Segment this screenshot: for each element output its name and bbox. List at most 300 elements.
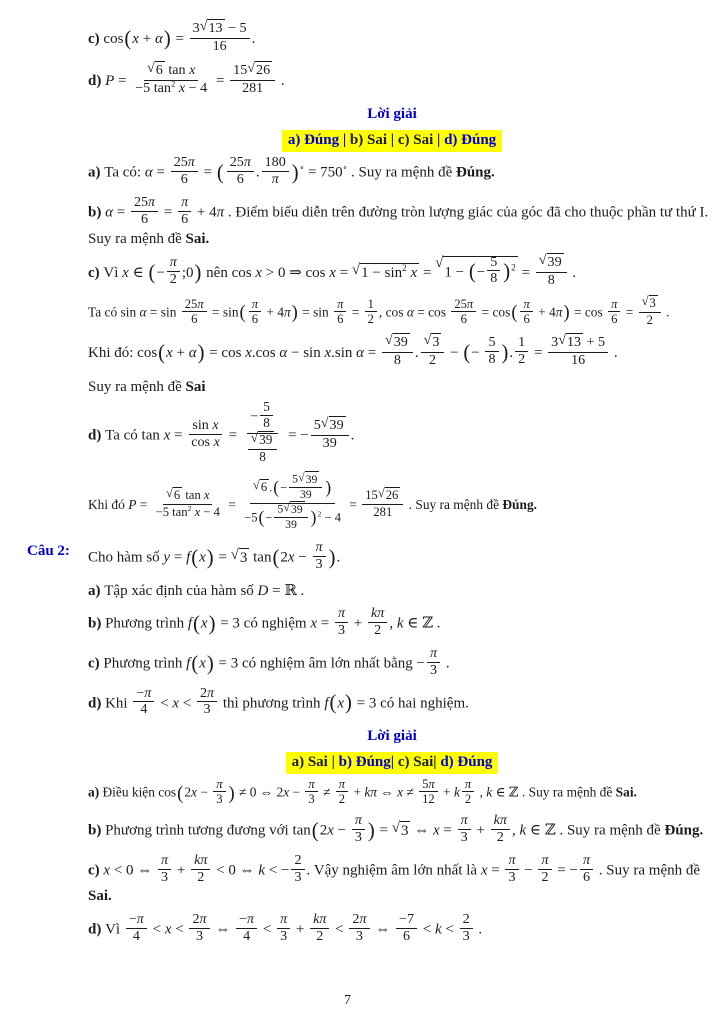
numerator xyxy=(230,59,275,81)
text: = xyxy=(439,823,456,840)
numerator xyxy=(335,606,348,623)
numerator xyxy=(311,414,349,436)
text: 26 xyxy=(385,487,399,502)
math-variable: x xyxy=(199,550,206,567)
big-paren: ( xyxy=(158,341,166,364)
radical xyxy=(392,821,411,840)
math-variable: x xyxy=(310,616,317,633)
text: , xyxy=(511,823,520,840)
denominator xyxy=(243,429,283,467)
text: 3 xyxy=(432,333,440,350)
text: = xyxy=(212,72,229,89)
text: . xyxy=(251,30,256,47)
text: tan xyxy=(182,487,204,502)
text: 2 xyxy=(280,550,288,567)
text: − xyxy=(250,408,259,425)
text: 8 xyxy=(547,271,555,288)
fraction xyxy=(153,485,223,519)
fraction xyxy=(639,293,661,327)
text: 25 xyxy=(173,154,188,171)
text: ;0 xyxy=(181,264,194,281)
radical xyxy=(539,253,564,271)
text: 2 xyxy=(541,868,549,885)
text: − xyxy=(265,510,273,525)
superscript: ∘ xyxy=(299,164,305,175)
text: = xyxy=(160,204,177,221)
radicand xyxy=(649,295,658,311)
radical-sign: √ xyxy=(147,59,155,76)
bold-text: | xyxy=(387,131,398,148)
math-variable: π xyxy=(466,296,474,311)
denominator xyxy=(644,313,656,327)
text: − xyxy=(156,264,165,281)
denominator xyxy=(188,312,200,326)
text: + xyxy=(172,344,189,361)
radical-sign: √ xyxy=(320,414,329,431)
numerator xyxy=(396,912,417,929)
bold-text: b) xyxy=(88,204,106,221)
text: ∈ ℤ . Suy ra mệnh đề xyxy=(492,784,616,800)
numerator xyxy=(362,485,403,505)
math-variable: π xyxy=(271,171,279,188)
bold-text: c) xyxy=(88,30,104,47)
numerator xyxy=(260,400,273,416)
bold-text: | xyxy=(433,131,445,148)
math-variable: π xyxy=(582,851,591,868)
numerator xyxy=(485,335,498,352)
radical-sign: √ xyxy=(538,252,547,268)
numerator xyxy=(421,331,445,353)
math-variable: π xyxy=(428,777,435,792)
numerator xyxy=(291,853,304,870)
text: + 4 xyxy=(534,304,556,320)
radicand xyxy=(385,487,401,503)
text: 3 xyxy=(203,701,211,718)
fraction xyxy=(334,297,346,326)
text: 8 xyxy=(393,351,401,368)
text: ⇔ xyxy=(211,921,235,938)
math-variable: α xyxy=(105,204,113,221)
math-variable: x xyxy=(199,655,206,672)
sol1-c-line1 xyxy=(27,252,709,291)
text: 6 xyxy=(140,210,149,227)
big-paren: ( xyxy=(311,820,319,843)
fraction xyxy=(190,20,250,55)
fraction xyxy=(182,297,207,326)
bold-text: | xyxy=(433,753,441,770)
text: − xyxy=(128,910,137,927)
math-variable: α xyxy=(406,304,414,320)
fraction xyxy=(580,853,593,886)
math-variable: α xyxy=(188,344,197,361)
big-paren: ) xyxy=(367,820,375,843)
math-variable: x xyxy=(194,504,201,519)
text: = xyxy=(224,427,241,444)
numerator xyxy=(520,297,532,312)
math-variable: x xyxy=(337,695,345,712)
denominator xyxy=(167,272,180,288)
text: Ta có: xyxy=(104,165,145,182)
radical-sign: √ xyxy=(641,293,649,308)
text: + 4 xyxy=(263,304,284,320)
text: 39 xyxy=(329,416,344,433)
text: 25 xyxy=(229,154,244,171)
text: + xyxy=(439,784,454,800)
radical xyxy=(352,263,419,282)
text: 39 xyxy=(547,254,562,270)
numerator xyxy=(419,777,438,792)
text: . xyxy=(277,72,285,89)
text: 26 xyxy=(256,61,271,78)
text: 4 xyxy=(140,701,148,718)
text: ≠ 0 ⇔ 2 xyxy=(235,784,284,800)
text: ∈ ℤ . xyxy=(403,616,441,633)
text: 3 xyxy=(308,792,315,807)
numerator xyxy=(190,20,250,39)
fraction xyxy=(396,912,417,945)
fraction xyxy=(262,155,289,188)
text: = xyxy=(224,496,240,512)
text: ⇔ xyxy=(410,823,433,840)
text: + xyxy=(292,921,309,938)
radicand xyxy=(173,487,182,503)
math-variable: x xyxy=(122,264,129,281)
numerator xyxy=(197,686,217,703)
denominator xyxy=(458,312,470,326)
text: = xyxy=(317,616,333,633)
text: Khi đó xyxy=(88,496,129,512)
text: < xyxy=(171,921,188,938)
math-variable: π xyxy=(187,154,195,171)
answer-key-2 xyxy=(27,752,709,775)
radical xyxy=(147,61,165,79)
math-variable: π xyxy=(337,605,346,622)
denominator xyxy=(462,792,474,806)
denominator xyxy=(419,792,438,806)
bold-text: c) xyxy=(88,862,104,879)
fraction xyxy=(352,813,365,846)
text: = cos xyxy=(570,304,607,320)
text: 2 xyxy=(319,823,328,840)
math-variable: α xyxy=(356,344,365,361)
radical-sign: √ xyxy=(199,18,208,34)
text: 39 xyxy=(305,471,318,486)
text: 8 xyxy=(259,448,266,464)
math-variable: x xyxy=(245,344,252,361)
math-variable: P xyxy=(105,72,115,89)
math-variable: π xyxy=(207,684,215,701)
fraction xyxy=(191,853,210,886)
denominator xyxy=(580,870,593,886)
bold-text: Đúng. xyxy=(455,165,495,182)
fraction xyxy=(213,777,225,806)
text: . Suy ra mệnh đề xyxy=(595,862,701,879)
text: 2 xyxy=(352,910,360,927)
radicand xyxy=(290,501,305,516)
superscript: 2 xyxy=(511,263,516,274)
numerator xyxy=(460,912,473,929)
big-paren: ) xyxy=(194,261,202,284)
text: Vì xyxy=(105,921,124,938)
math-variable: π xyxy=(508,851,516,868)
math-variable: f xyxy=(186,550,191,567)
text: = − xyxy=(553,862,578,879)
text: 6 xyxy=(236,171,244,188)
bold-text: | xyxy=(390,753,398,770)
text: Cho hàm số xyxy=(88,550,164,567)
radicand xyxy=(155,61,165,79)
math-variable: x xyxy=(200,616,208,633)
text: . xyxy=(442,655,450,672)
text: = xyxy=(214,550,231,567)
text: 3 xyxy=(354,829,362,846)
radical-sign: √ xyxy=(250,429,259,445)
fraction xyxy=(313,540,326,573)
text: = 3 có nghiệm xyxy=(216,616,311,633)
text: 2 xyxy=(316,927,324,944)
text: − xyxy=(239,910,248,927)
bold-text: Sai. xyxy=(88,888,112,905)
sol2-a xyxy=(27,779,709,808)
denominator xyxy=(132,77,210,97)
sol2-d xyxy=(27,910,709,947)
math-variable: x xyxy=(327,823,334,840)
text: 3 xyxy=(430,661,438,678)
radical xyxy=(231,548,250,567)
fraction xyxy=(188,418,223,451)
numerator xyxy=(250,469,335,504)
math-variable: π xyxy=(283,304,291,320)
radical xyxy=(253,479,269,495)
denominator xyxy=(336,792,348,806)
text: Ta có sin xyxy=(88,304,140,320)
denominator xyxy=(194,870,207,886)
denominator xyxy=(313,929,326,945)
bold-text: Sai xyxy=(185,378,206,395)
denominator xyxy=(138,212,151,228)
text: < xyxy=(148,921,165,938)
sol1-d-line2 xyxy=(27,469,709,536)
radicand xyxy=(547,253,564,271)
numerator xyxy=(548,331,608,353)
text: 3 xyxy=(192,20,200,37)
text: Phương trình tương đương với tan xyxy=(105,823,311,840)
numerator xyxy=(133,686,154,703)
text: < xyxy=(419,921,435,938)
bold-text: d) xyxy=(88,427,106,444)
numerator xyxy=(368,606,387,623)
radicand xyxy=(393,333,410,351)
math-variable: x xyxy=(397,784,404,800)
numerator xyxy=(580,853,593,870)
math-variable: x xyxy=(432,823,440,840)
math-variable: x xyxy=(329,264,336,281)
text: = cos xyxy=(413,304,450,320)
fraction xyxy=(178,195,191,228)
fraction xyxy=(158,853,171,886)
text: Khi xyxy=(105,695,132,712)
text: thì phương trình xyxy=(219,695,325,712)
bold-text: Sai. xyxy=(185,230,210,247)
radical xyxy=(200,19,225,37)
fraction xyxy=(249,297,261,326)
text: 3 xyxy=(294,868,302,885)
numerator xyxy=(126,912,147,929)
math-variable: y xyxy=(163,550,171,567)
text: ∈ ℤ . Suy ra mệnh đề xyxy=(526,823,665,840)
radicand xyxy=(255,61,272,79)
bold-text: | xyxy=(339,131,350,148)
math-variable: k xyxy=(486,784,493,800)
text: tan xyxy=(164,61,190,78)
denominator xyxy=(269,172,282,188)
math-variable: D xyxy=(257,582,269,599)
numerator xyxy=(427,646,440,663)
accent-text: a) Đúng xyxy=(287,131,340,148)
numerator xyxy=(182,297,207,312)
text: − xyxy=(520,862,537,879)
math-variable: π xyxy=(161,851,169,868)
denominator xyxy=(520,312,532,326)
radical-sign: √ xyxy=(384,331,393,348)
denominator xyxy=(291,870,304,886)
text: 281 xyxy=(242,79,264,96)
big-paren: ) xyxy=(206,547,214,570)
big-paren: ( xyxy=(258,508,265,528)
numerator xyxy=(462,777,474,792)
math-variable: π xyxy=(197,296,204,311)
math-variable: kπ xyxy=(313,910,327,927)
math-variable: x xyxy=(213,433,220,450)
numerator xyxy=(289,469,322,488)
text: 3 xyxy=(337,622,346,639)
text: . Điểm biểu diễn trên đường tròn lượng giác của góc đã cho thuộc phần tư thứ I. Suy ra mệnh đề xyxy=(88,204,709,247)
text: 5 xyxy=(488,334,496,350)
fraction xyxy=(362,485,403,519)
fraction xyxy=(260,400,273,431)
text: = xyxy=(199,165,216,182)
answer-highlight xyxy=(282,130,502,153)
math-variable: x xyxy=(163,427,171,444)
fraction xyxy=(365,297,377,326)
text: 3 xyxy=(239,550,248,567)
text: 6 xyxy=(173,487,181,502)
big-paren: ) xyxy=(208,613,216,636)
text: < xyxy=(179,695,195,712)
text: 1 − xyxy=(444,264,468,281)
bold-text: c) xyxy=(88,264,104,281)
text: = xyxy=(112,204,129,221)
big-paren: ( xyxy=(468,261,476,284)
fraction xyxy=(536,254,567,289)
text: 3 xyxy=(161,868,169,885)
text: 3 xyxy=(649,295,656,310)
text: − 5 xyxy=(224,20,247,37)
text: 6 xyxy=(181,210,189,227)
text: Vì xyxy=(103,264,123,281)
numerator xyxy=(227,155,254,172)
bold-text: d) xyxy=(88,695,106,712)
math-variable: x xyxy=(212,417,219,434)
denominator xyxy=(426,353,439,369)
numerator xyxy=(310,912,329,929)
radicand xyxy=(239,548,250,567)
text: 8 xyxy=(490,270,498,287)
denominator xyxy=(241,499,344,533)
bold-text: a) xyxy=(88,582,105,599)
big-paren: ( xyxy=(193,613,200,636)
text: + xyxy=(350,616,366,633)
numerator xyxy=(334,297,346,312)
numerator xyxy=(248,429,278,450)
text: 1 xyxy=(367,296,374,311)
big-paren: ) xyxy=(345,692,352,715)
math-variable: π xyxy=(308,777,315,792)
text: tan xyxy=(249,550,272,567)
text: 5 xyxy=(292,470,299,485)
text: = xyxy=(419,264,436,281)
text: 6 xyxy=(402,927,411,944)
text: ∈ xyxy=(128,264,148,281)
text: 281 xyxy=(373,504,393,519)
q2-item-b xyxy=(27,605,709,641)
text: 5 xyxy=(490,253,498,270)
text: = xyxy=(364,344,380,361)
fraction xyxy=(227,155,254,188)
fraction xyxy=(485,335,498,368)
text: < xyxy=(156,695,173,712)
math-variable: k xyxy=(453,784,460,800)
radicand xyxy=(443,253,517,290)
accent-text: d) Đúng xyxy=(440,753,493,770)
fraction xyxy=(505,853,518,886)
superscript: 2 xyxy=(317,509,322,519)
text: . xyxy=(350,427,355,444)
radicand xyxy=(305,471,320,486)
denominator xyxy=(370,505,395,519)
sol2-c xyxy=(27,851,709,907)
text: ≠ xyxy=(319,784,334,800)
text: 2 xyxy=(192,910,200,927)
numerator xyxy=(163,485,212,505)
big-paren: ) xyxy=(197,341,205,364)
bold-text: d) xyxy=(88,921,106,938)
text: 39 xyxy=(285,517,297,532)
radicand xyxy=(207,19,224,37)
big-paren: ( xyxy=(511,302,518,323)
text: cos xyxy=(191,433,214,450)
fraction xyxy=(171,155,198,188)
fraction xyxy=(189,912,209,945)
text: 2 xyxy=(374,622,382,639)
text: −7 xyxy=(399,910,414,927)
numerator xyxy=(305,777,317,792)
text: 2 xyxy=(464,792,472,807)
denominator xyxy=(460,929,473,945)
denominator xyxy=(213,792,225,806)
big-paren: ( xyxy=(191,547,199,570)
math-variable: α xyxy=(144,165,153,182)
math-variable: P xyxy=(128,496,137,512)
text: = sin xyxy=(146,304,180,320)
numerator xyxy=(487,255,500,272)
text: + 4 xyxy=(193,204,217,221)
denominator xyxy=(320,436,340,452)
text: 2 xyxy=(462,910,470,927)
text: 5 xyxy=(422,777,429,792)
text: = 750 xyxy=(304,165,343,182)
text: Điều kiện cos xyxy=(102,784,177,800)
